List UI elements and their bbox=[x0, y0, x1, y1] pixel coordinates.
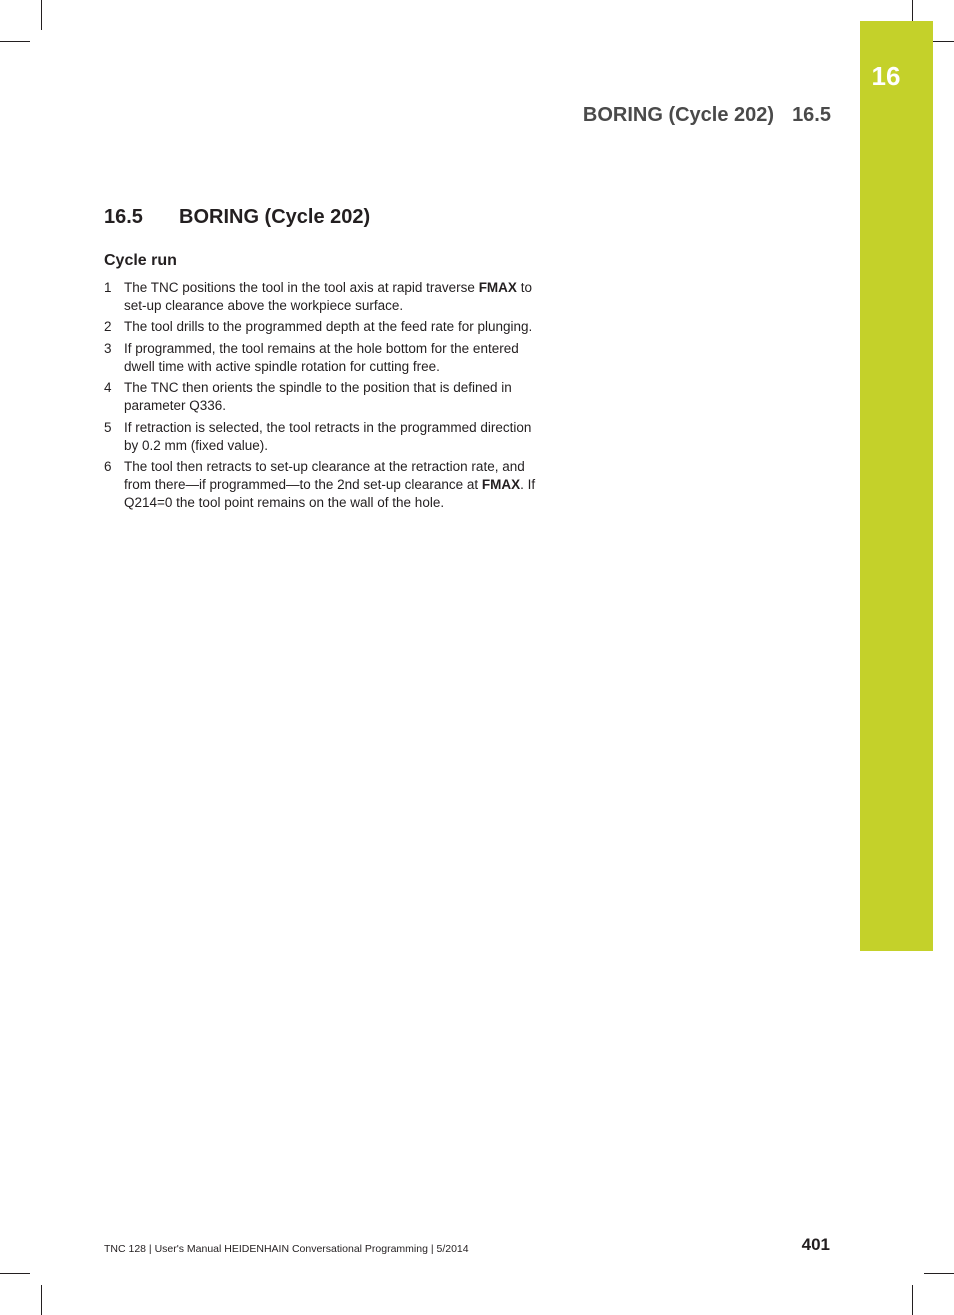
step-text: If programmed, the tool remains at the hole bottom for the entered dwell time with active spindle rotation for cutting free. bbox=[124, 340, 519, 374]
crop-mark bbox=[924, 1273, 954, 1274]
section-heading bbox=[104, 206, 371, 229]
step-text: If retraction is selected, the tool retracts in the programmed direction by 0.2 mm (fixed value). bbox=[124, 419, 532, 453]
step-text: . If Q214=0 the tool point remains on the wall of the hole. bbox=[124, 476, 536, 510]
step-number: 3 bbox=[104, 340, 112, 356]
running-header-section: 16.5 bbox=[792, 104, 831, 126]
step-number: 6 bbox=[104, 459, 112, 475]
section-title: BORING (Cycle 202) bbox=[179, 206, 371, 228]
keyword-fmax: FMAX bbox=[478, 280, 517, 295]
page-number: 401 bbox=[801, 1235, 830, 1254]
step-number: 1 bbox=[104, 280, 112, 295]
list-item bbox=[104, 340, 549, 376]
step-number: 5 bbox=[104, 419, 112, 435]
crop-mark bbox=[0, 41, 30, 42]
list-item bbox=[104, 379, 549, 415]
list-item bbox=[104, 458, 549, 511]
footer-text: TNC 128 | User's Manual HEIDENHAIN Conversational Programming | 5/2014 bbox=[104, 1243, 469, 1255]
list-item bbox=[104, 318, 549, 336]
crop-mark bbox=[41, 1285, 42, 1315]
crop-mark bbox=[0, 1273, 30, 1274]
step-number: 4 bbox=[104, 380, 112, 396]
step-text: The tool then retracts to set-up clearance at the retraction rate, and from there—if programmed—to the 2nd set-up clearance at bbox=[124, 459, 525, 492]
cycle-steps-list bbox=[104, 279, 549, 515]
running-header-title: BORING (Cycle 202) bbox=[582, 104, 775, 126]
step-text: The TNC positions the tool in the tool axis at rapid traverse bbox=[124, 280, 479, 295]
step-text: The tool drills to the programmed depth at the feed rate for plunging. bbox=[124, 319, 533, 335]
section-number: 16.5 bbox=[104, 206, 143, 228]
step-text: to set-up clearance above the workpiece surface. bbox=[124, 280, 532, 313]
list-item bbox=[104, 419, 549, 455]
running-header bbox=[583, 104, 831, 127]
step-number: 2 bbox=[104, 319, 112, 335]
keyword-fmax: FMAX bbox=[481, 476, 521, 492]
crop-mark bbox=[41, 0, 42, 30]
chapter-number: 16 bbox=[871, 61, 901, 91]
list-item bbox=[104, 279, 549, 315]
subheading-cycle-run: Cycle run bbox=[104, 252, 177, 269]
crop-mark bbox=[912, 1285, 913, 1315]
chapter-tab bbox=[860, 21, 933, 951]
step-text: The TNC then orients the spindle to the position that is defined in parameter Q336. bbox=[124, 380, 512, 414]
